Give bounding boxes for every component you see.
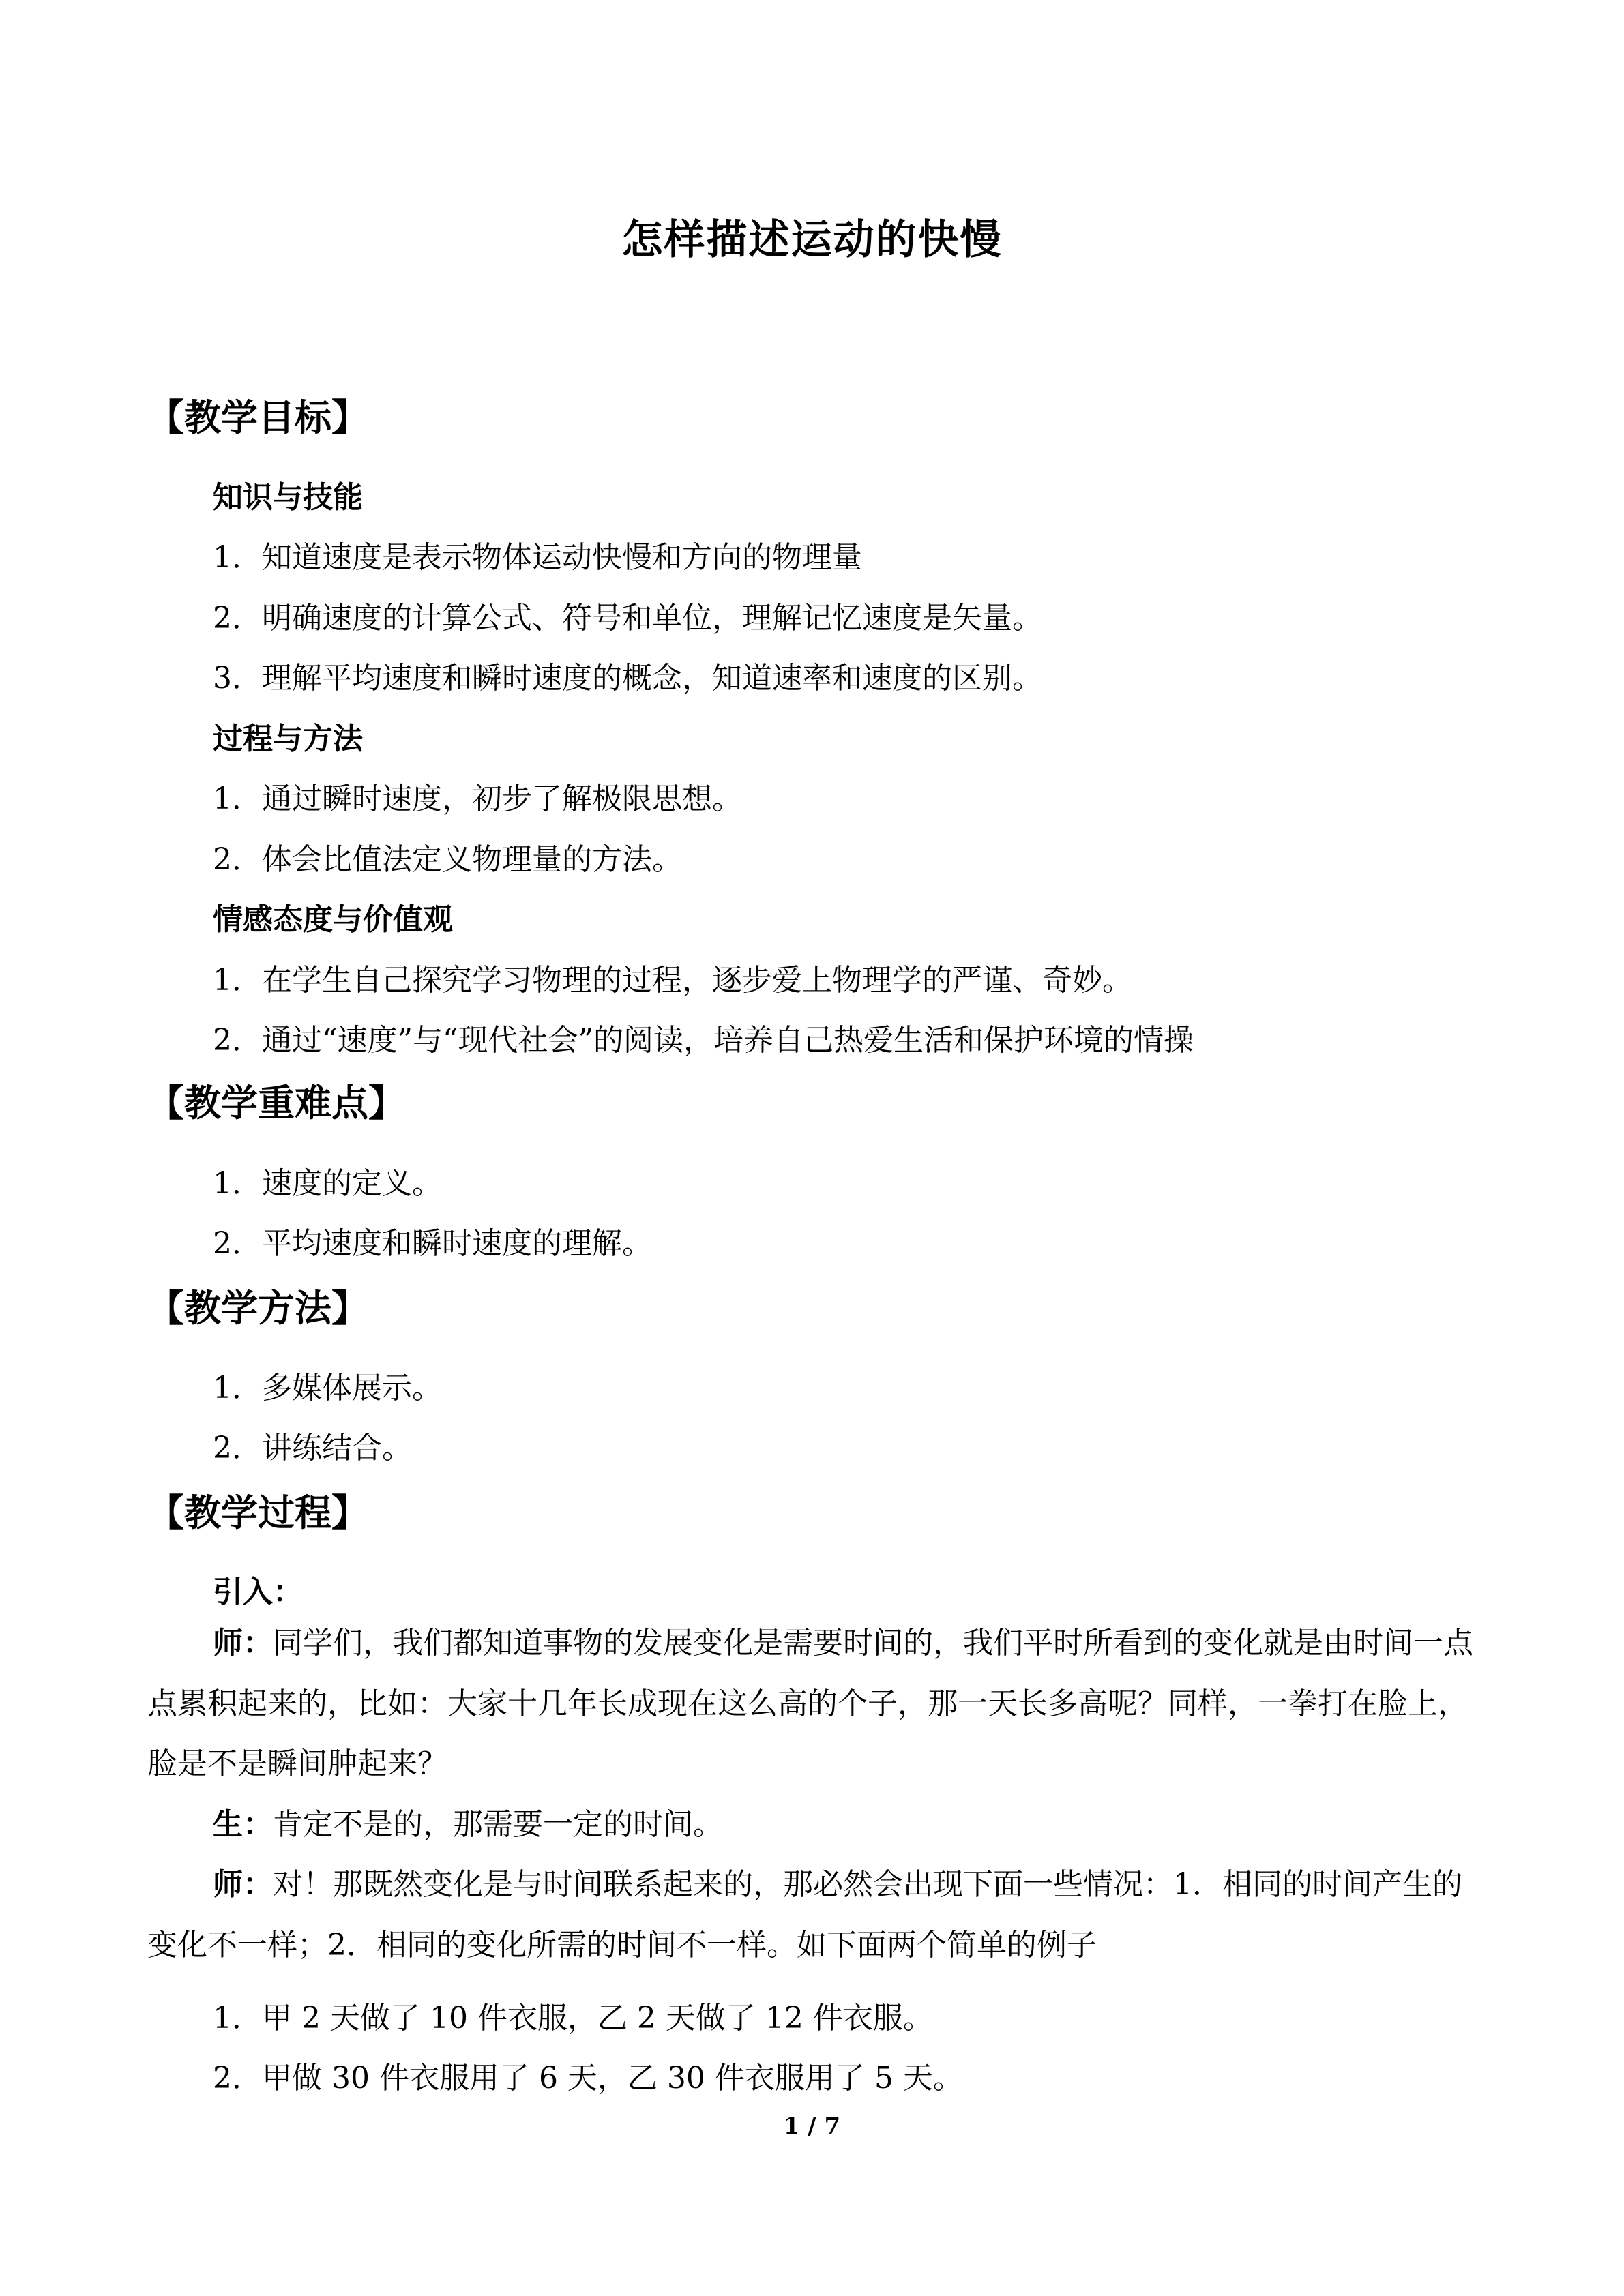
dialogue-text: 对！那既然变化是与时间联系起来的，那必然会出现下面一些情况：1．相同的时间产生的变化不一样；2．相同的变化所需的时间不一样。如下面两个简单的例子 [147, 1867, 1462, 1963]
section-heading-methods: 【教学方法】 [147, 1287, 368, 1330]
dialogue-paragraph [147, 1613, 1484, 1795]
list-item: 1．知道速度是表示物体运动快慢和方向的物理量 [213, 540, 862, 575]
list-item: 2．讲练结合。 [213, 1431, 412, 1465]
dialogue-paragraph [147, 1855, 1484, 1976]
list-item: 2．明确速度的计算公式、符号和单位，理解记忆速度是矢量。 [213, 601, 1042, 636]
list-item: 1．速度的定义。 [213, 1166, 442, 1201]
document-title: 怎样描述运动的快慢 [621, 216, 1003, 264]
page-number: 1 / 7 [783, 2113, 841, 2140]
list-item: 3．理解平均速度和瞬时速度的概念，知道速率和速度的区别。 [213, 661, 1042, 696]
subheading-process-method: 过程与方法 [213, 721, 363, 756]
list-item: 2．通过“速度”与“现代社会”的阅读，培养自己热爱生活和保护环境的情操 [213, 1023, 1194, 1058]
speaker-label: 生： [213, 1807, 273, 1842]
list-item: 1．多媒体展示。 [213, 1371, 442, 1405]
dialogue-paragraph [147, 1795, 1484, 1855]
subheading-knowledge: 知识与技能 [213, 480, 363, 515]
example-item: 1．甲 2 天做了 10 件衣服，乙 2 天做了 12 件衣服。 [213, 2001, 933, 2036]
list-item: 2．平均速度和瞬时速度的理解。 [213, 1226, 652, 1261]
section-heading-process: 【教学过程】 [147, 1491, 368, 1534]
list-item: 1．通过瞬时速度，初步了解极限思想。 [213, 781, 742, 816]
subheading-emotion: 情感态度与价值观 [213, 902, 453, 937]
list-item: 1．在学生自己探究学习物理的过程，逐步爱上物理学的严谨、奇妙。 [213, 963, 1132, 998]
speaker-label: 师： [213, 1626, 273, 1660]
dialogue-text: 肯定不是的，那需要一定的时间。 [273, 1807, 723, 1842]
dialogue-text: 同学们，我们都知道事物的发展变化是需要时间的，我们平时所看到的变化就是由时间一点点累积起来的，比如：大家十几年长成现在这么高的个子，那一天长多高呢？同样，一拳打在脸上，脸是不是瞬间肿起来？ [147, 1626, 1473, 1781]
section-heading-key-points: 【教学重难点】 [147, 1082, 405, 1124]
example-item: 2．甲做 30 件衣服用了 6 天，乙 30 件衣服用了 5 天。 [213, 2061, 963, 2096]
list-item: 2．体会比值法定义物理量的方法。 [213, 842, 682, 877]
intro-label: 引入： [213, 1575, 303, 1609]
speaker-label: 师： [213, 1867, 273, 1902]
section-heading-objectives: 【教学目标】 [147, 396, 368, 439]
